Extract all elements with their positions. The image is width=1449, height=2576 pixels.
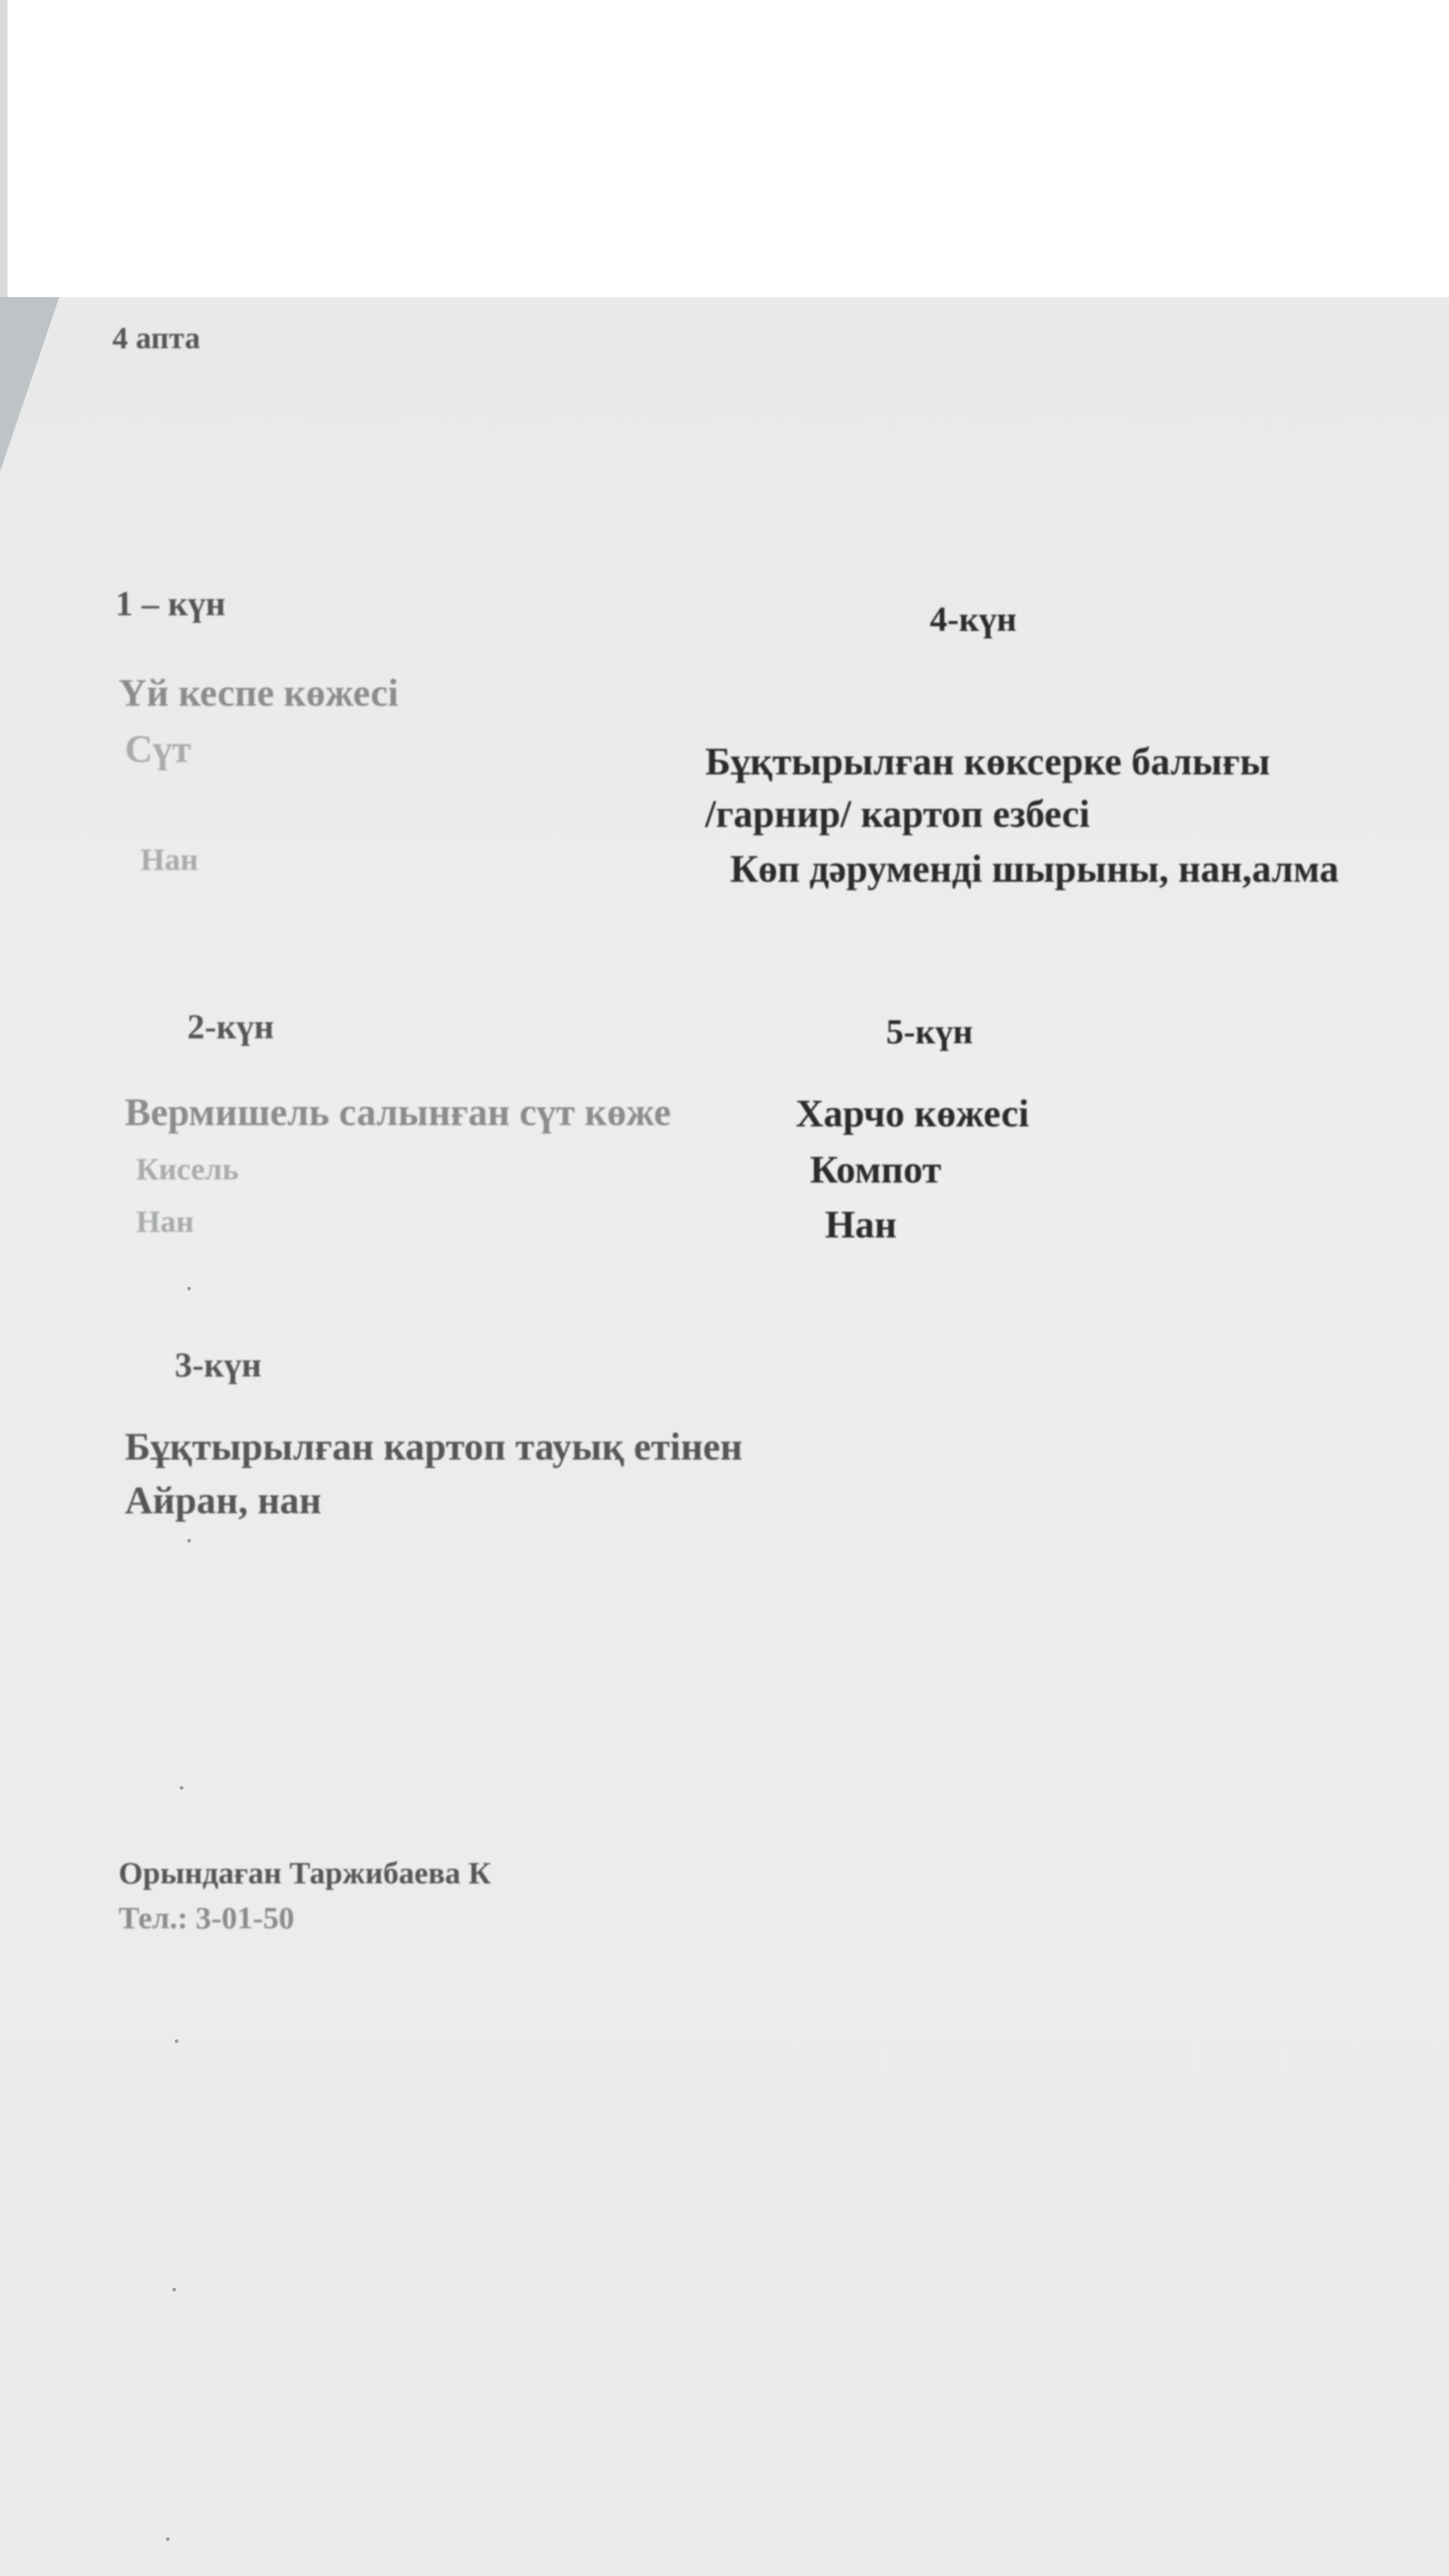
paper-speck xyxy=(187,1287,191,1290)
phone-line: Тел.: 3-01-50 xyxy=(119,1900,295,1935)
paper-speck xyxy=(175,2039,178,2043)
paper-speck xyxy=(166,2537,170,2541)
paper-speck xyxy=(187,1539,191,1543)
day5-title: 5-күн xyxy=(886,1013,973,1051)
day5-item-1: Харчо көжесі xyxy=(796,1093,1030,1135)
day3-item-1: Бұқтырылған картоп тауық етінен xyxy=(125,1426,743,1468)
paper-corner-shadow xyxy=(0,297,59,472)
background-edge xyxy=(0,0,7,297)
paper-speck xyxy=(172,2288,176,2291)
day1-item-3: Нан xyxy=(140,842,198,877)
day4-item-2: /гарнир/ картоп езбесі xyxy=(705,793,1090,836)
day1-item-1: Үй кеспе көжесі xyxy=(119,672,399,715)
day4-item-3: Көп дәрумендi шырыны, нан,алма xyxy=(730,848,1339,890)
day2-title: 2-күн xyxy=(187,1008,275,1046)
author-line: Орындаған Таржибаева К xyxy=(119,1855,491,1890)
week-label: 4 апта xyxy=(112,320,200,355)
day4-item-1: Бұқтырылған көксерке балығы xyxy=(705,741,1271,783)
day1-title: 1 – күн xyxy=(115,585,226,623)
day3-item-2: Айран, нан xyxy=(125,1480,322,1522)
day2-item-2: Кисель xyxy=(136,1151,239,1186)
day4-title: 4-күн xyxy=(930,600,1017,639)
day3-title: 3-күн xyxy=(175,1346,262,1385)
day5-item-3: Нан xyxy=(825,1204,897,1246)
paper-speck xyxy=(180,1786,183,1790)
day5-item-2: Компот xyxy=(810,1149,942,1191)
day1-item-2: Сүт xyxy=(125,728,192,771)
day2-item-1: Вермишель салынған сүт көже xyxy=(125,1091,671,1134)
day2-item-3: Нан xyxy=(136,1204,194,1239)
